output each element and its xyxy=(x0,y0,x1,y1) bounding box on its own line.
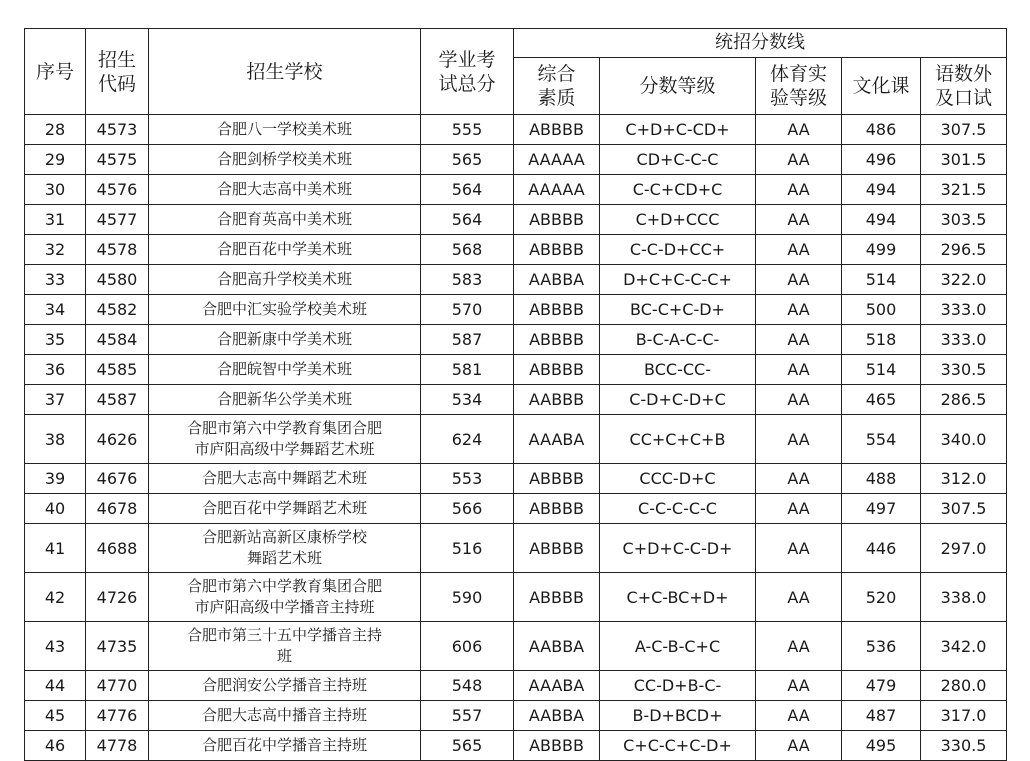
table-row xyxy=(25,524,1007,573)
cell-grade: D+C+C-C-C+ xyxy=(600,265,756,295)
cell-composite: ABBBB xyxy=(514,295,600,325)
cell-pe: AA xyxy=(756,415,842,464)
header-seq-line: 序号 xyxy=(35,60,74,83)
cell-culture: 465 xyxy=(842,385,921,415)
cell-code: 4575 xyxy=(86,145,149,175)
cell-grade: C+D+CCC xyxy=(600,205,756,235)
table-row xyxy=(25,385,1007,415)
cell-code: 4573 xyxy=(86,115,149,145)
cell-lang: 321.5 xyxy=(921,175,1007,205)
cell-code: 4580 xyxy=(86,265,149,295)
cell-pe: AA xyxy=(756,265,842,295)
school-name-line: 合肥新华公学美术班 xyxy=(216,390,352,408)
cell-culture: 496 xyxy=(842,145,921,175)
cell-lang: 330.5 xyxy=(921,731,1007,761)
cell-grade: B-D+BCD+ xyxy=(600,701,756,731)
cell-school xyxy=(149,524,421,573)
table-row xyxy=(25,494,1007,524)
cell-grade: C-C+CD+C xyxy=(600,175,756,205)
cell-composite: ABBBB xyxy=(514,573,600,622)
school-name-line: 舞蹈艺术班 xyxy=(246,549,322,567)
cell-lang: 303.5 xyxy=(921,205,1007,235)
table-row xyxy=(25,671,1007,701)
cell-pe: AA xyxy=(756,385,842,415)
school-name-line: 合肥八一学校美术班 xyxy=(216,120,352,138)
cell-composite: AAAAA xyxy=(514,145,600,175)
cell-code: 4735 xyxy=(86,622,149,671)
cell-total: 555 xyxy=(421,115,514,145)
cell-lang: 301.5 xyxy=(921,145,1007,175)
school-name-line: 合肥市第三十五中学播音主持 xyxy=(186,626,382,644)
header-school xyxy=(149,29,421,115)
table-row xyxy=(25,622,1007,671)
cell-total: 557 xyxy=(421,701,514,731)
cell-school xyxy=(149,205,421,235)
header-pe-line-1: 体育实 xyxy=(769,63,827,85)
cell-composite: AABBA xyxy=(514,701,600,731)
cell-seq: 40 xyxy=(25,494,86,524)
cell-composite: AAABA xyxy=(514,415,600,464)
table-row xyxy=(25,145,1007,175)
cell-code: 4726 xyxy=(86,573,149,622)
header-lang xyxy=(921,58,1007,115)
cell-grade: CCC-D+C xyxy=(600,464,756,494)
header-code-line-1: 招生 xyxy=(97,48,136,71)
header-group: 统招分数线 xyxy=(514,29,1007,58)
header-lang-line-1: 语数外 xyxy=(935,63,993,85)
cell-grade: C+D+C-C-D+ xyxy=(600,524,756,573)
cell-school xyxy=(149,731,421,761)
cell-composite: AABBA xyxy=(514,622,600,671)
cell-seq: 33 xyxy=(25,265,86,295)
cell-pe: AA xyxy=(756,205,842,235)
school-name-line: 合肥中汇实验学校美术班 xyxy=(201,300,367,318)
cell-code: 4576 xyxy=(86,175,149,205)
header-total-line-2: 试总分 xyxy=(438,72,496,95)
header-pe xyxy=(756,58,842,115)
cell-school xyxy=(149,701,421,731)
school-name-line: 合肥育英高中美术班 xyxy=(216,210,352,228)
cell-composite: ABBBB xyxy=(514,325,600,355)
cell-composite: ABBBB xyxy=(514,494,600,524)
header-pe-line-2: 验等级 xyxy=(769,87,827,109)
cell-seq: 45 xyxy=(25,701,86,731)
cell-school xyxy=(149,235,421,265)
cell-code: 4587 xyxy=(86,385,149,415)
cell-composite: ABBBB xyxy=(514,205,600,235)
school-name-line: 班 xyxy=(276,647,292,665)
cell-total: 590 xyxy=(421,573,514,622)
cell-composite: AABBA xyxy=(514,265,600,295)
cell-total: 606 xyxy=(421,622,514,671)
cell-total: 583 xyxy=(421,265,514,295)
cell-pe: AA xyxy=(756,115,842,145)
cell-culture: 497 xyxy=(842,494,921,524)
cell-composite: AAAAA xyxy=(514,175,600,205)
cell-school xyxy=(149,385,421,415)
cell-grade: C+D+C-CD+ xyxy=(600,115,756,145)
header-composite xyxy=(514,58,600,115)
cell-culture: 536 xyxy=(842,622,921,671)
cell-lang: 297.0 xyxy=(921,524,1007,573)
cell-code: 4688 xyxy=(86,524,149,573)
cell-culture: 487 xyxy=(842,701,921,731)
cell-pe: AA xyxy=(756,175,842,205)
cell-pe: AA xyxy=(756,622,842,671)
cell-pe: AA xyxy=(756,295,842,325)
cell-grade: C-D+C-D+C xyxy=(600,385,756,415)
table-row xyxy=(25,573,1007,622)
header-culture-line: 文化课 xyxy=(852,75,910,97)
school-name-line: 合肥大志高中播音主持班 xyxy=(201,706,367,724)
cell-composite: ABBBB xyxy=(514,524,600,573)
header-composite-line-1: 综合 xyxy=(537,63,576,85)
school-name-line: 合肥高升学校美术班 xyxy=(216,270,352,288)
score-table xyxy=(24,28,1007,761)
cell-composite: ABBBB xyxy=(514,355,600,385)
cell-pe: AA xyxy=(756,145,842,175)
school-name-line: 合肥市第六中学教育集团合肥 xyxy=(186,577,382,595)
school-name-line: 合肥大志高中舞蹈艺术班 xyxy=(201,469,367,487)
table-row xyxy=(25,295,1007,325)
cell-culture: 446 xyxy=(842,524,921,573)
cell-grade: C-C-C-C-C xyxy=(600,494,756,524)
cell-culture: 486 xyxy=(842,115,921,145)
cell-seq: 37 xyxy=(25,385,86,415)
cell-lang: 340.0 xyxy=(921,415,1007,464)
header-code xyxy=(86,29,149,115)
cell-total: 565 xyxy=(421,145,514,175)
cell-pe: AA xyxy=(756,325,842,355)
cell-total: 564 xyxy=(421,175,514,205)
cell-culture: 500 xyxy=(842,295,921,325)
cell-school xyxy=(149,265,421,295)
school-name-line: 合肥市第六中学教育集团合肥 xyxy=(186,419,382,437)
cell-composite: ABBBB xyxy=(514,731,600,761)
school-name-line: 合肥润安公学播音主持班 xyxy=(201,676,367,694)
header-total xyxy=(421,29,514,115)
cell-grade: BCC-CC- xyxy=(600,355,756,385)
table-row xyxy=(25,701,1007,731)
cell-total: 534 xyxy=(421,385,514,415)
table-row xyxy=(25,265,1007,295)
cell-culture: 554 xyxy=(842,415,921,464)
school-name-line: 合肥百花中学舞蹈艺术班 xyxy=(201,499,367,517)
header-total-line-1: 学业考 xyxy=(438,48,496,71)
cell-lang: 296.5 xyxy=(921,235,1007,265)
school-name-line: 市庐阳高级中学舞蹈艺术班 xyxy=(194,440,375,458)
cell-lang: 307.5 xyxy=(921,494,1007,524)
cell-culture: 499 xyxy=(842,235,921,265)
cell-code: 4776 xyxy=(86,701,149,731)
cell-lang: 307.5 xyxy=(921,115,1007,145)
cell-culture: 494 xyxy=(842,175,921,205)
cell-culture: 514 xyxy=(842,265,921,295)
header-seq xyxy=(25,29,86,115)
cell-grade: A-C-B-C+C xyxy=(600,622,756,671)
school-name-line: 合肥剑桥学校美术班 xyxy=(216,150,352,168)
header-grade-line: 分数等级 xyxy=(639,75,716,97)
cell-composite: AAABA xyxy=(514,671,600,701)
cell-grade: BC-C+C-D+ xyxy=(600,295,756,325)
school-name-line: 合肥百花中学播音主持班 xyxy=(201,736,367,754)
cell-total: 565 xyxy=(421,731,514,761)
cell-seq: 46 xyxy=(25,731,86,761)
table-row xyxy=(25,175,1007,205)
cell-lang: 280.0 xyxy=(921,671,1007,701)
cell-code: 4778 xyxy=(86,731,149,761)
cell-code: 4676 xyxy=(86,464,149,494)
cell-lang: 333.0 xyxy=(921,325,1007,355)
cell-pe: AA xyxy=(756,355,842,385)
cell-code: 4577 xyxy=(86,205,149,235)
cell-culture: 488 xyxy=(842,464,921,494)
cell-seq: 35 xyxy=(25,325,86,355)
cell-composite: AABBB xyxy=(514,385,600,415)
cell-grade: B-C-A-C-C- xyxy=(600,325,756,355)
cell-lang: 317.0 xyxy=(921,701,1007,731)
table-row xyxy=(25,325,1007,355)
cell-pe: AA xyxy=(756,731,842,761)
cell-culture: 494 xyxy=(842,205,921,235)
cell-lang: 330.5 xyxy=(921,355,1007,385)
table-row xyxy=(25,415,1007,464)
table-header xyxy=(25,29,1007,115)
cell-seq: 28 xyxy=(25,115,86,145)
cell-seq: 32 xyxy=(25,235,86,265)
cell-pe: AA xyxy=(756,573,842,622)
table-row xyxy=(25,205,1007,235)
cell-code: 4770 xyxy=(86,671,149,701)
cell-code: 4584 xyxy=(86,325,149,355)
cell-grade: CD+C-C-C xyxy=(600,145,756,175)
cell-pe: AA xyxy=(756,671,842,701)
header-code-line-2: 代码 xyxy=(97,72,136,95)
cell-school xyxy=(149,415,421,464)
cell-school xyxy=(149,464,421,494)
cell-pe: AA xyxy=(756,235,842,265)
cell-total: 581 xyxy=(421,355,514,385)
cell-composite: ABBBB xyxy=(514,115,600,145)
cell-school xyxy=(149,622,421,671)
cell-school xyxy=(149,671,421,701)
cell-lang: 312.0 xyxy=(921,464,1007,494)
cell-composite: ABBBB xyxy=(514,464,600,494)
header-grade xyxy=(600,58,756,115)
cell-grade: CC-D+B-C- xyxy=(600,671,756,701)
cell-culture: 514 xyxy=(842,355,921,385)
cell-total: 568 xyxy=(421,235,514,265)
cell-total: 553 xyxy=(421,464,514,494)
cell-code: 4585 xyxy=(86,355,149,385)
table-row xyxy=(25,355,1007,385)
cell-seq: 44 xyxy=(25,671,86,701)
cell-lang: 342.0 xyxy=(921,622,1007,671)
table-row xyxy=(25,115,1007,145)
cell-total: 570 xyxy=(421,295,514,325)
table-row xyxy=(25,464,1007,494)
cell-seq: 42 xyxy=(25,573,86,622)
cell-total: 587 xyxy=(421,325,514,355)
cell-total: 624 xyxy=(421,415,514,464)
table-body xyxy=(25,115,1007,761)
cell-lang: 338.0 xyxy=(921,573,1007,622)
school-name-line: 合肥大志高中美术班 xyxy=(216,180,352,198)
cell-seq: 39 xyxy=(25,464,86,494)
cell-culture: 518 xyxy=(842,325,921,355)
cell-seq: 29 xyxy=(25,145,86,175)
cell-code: 4578 xyxy=(86,235,149,265)
cell-seq: 31 xyxy=(25,205,86,235)
cell-seq: 41 xyxy=(25,524,86,573)
header-culture xyxy=(842,58,921,115)
school-name-line: 市庐阳高级中学播音主持班 xyxy=(194,598,375,616)
cell-grade: CC+C+C+B xyxy=(600,415,756,464)
table-row xyxy=(25,235,1007,265)
cell-lang: 322.0 xyxy=(921,265,1007,295)
cell-school xyxy=(149,355,421,385)
cell-code: 4626 xyxy=(86,415,149,464)
cell-pe: AA xyxy=(756,524,842,573)
cell-code: 4678 xyxy=(86,494,149,524)
cell-school xyxy=(149,295,421,325)
school-name-line: 合肥百花中学美术班 xyxy=(216,240,352,258)
cell-school xyxy=(149,145,421,175)
cell-school xyxy=(149,325,421,355)
cell-grade: C-C-D+CC+ xyxy=(600,235,756,265)
cell-grade: C+C-BC+D+ xyxy=(600,573,756,622)
cell-total: 548 xyxy=(421,671,514,701)
cell-pe: AA xyxy=(756,464,842,494)
cell-school xyxy=(149,494,421,524)
cell-seq: 38 xyxy=(25,415,86,464)
school-name-line: 合肥新站高新区康桥学校 xyxy=(201,528,367,546)
cell-code: 4582 xyxy=(86,295,149,325)
school-name-line: 合肥皖智中学美术班 xyxy=(216,360,352,378)
cell-total: 566 xyxy=(421,494,514,524)
header-lang-line-2: 及口试 xyxy=(935,87,993,109)
header-composite-line-2: 素质 xyxy=(537,87,576,109)
cell-lang: 286.5 xyxy=(921,385,1007,415)
cell-total: 516 xyxy=(421,524,514,573)
table-row xyxy=(25,731,1007,761)
cell-seq: 34 xyxy=(25,295,86,325)
cell-culture: 495 xyxy=(842,731,921,761)
cell-culture: 520 xyxy=(842,573,921,622)
cell-grade: C+C-C+C-D+ xyxy=(600,731,756,761)
cell-composite: ABBBB xyxy=(514,235,600,265)
cell-culture: 479 xyxy=(842,671,921,701)
cell-school xyxy=(149,175,421,205)
cell-school xyxy=(149,573,421,622)
cell-total: 564 xyxy=(421,205,514,235)
cell-lang: 333.0 xyxy=(921,295,1007,325)
cell-pe: AA xyxy=(756,701,842,731)
cell-seq: 36 xyxy=(25,355,86,385)
header-school-line: 招生学校 xyxy=(246,60,323,83)
cell-seq: 30 xyxy=(25,175,86,205)
cell-seq: 43 xyxy=(25,622,86,671)
cell-school xyxy=(149,115,421,145)
school-name-line: 合肥新康中学美术班 xyxy=(216,330,352,348)
cell-pe: AA xyxy=(756,494,842,524)
